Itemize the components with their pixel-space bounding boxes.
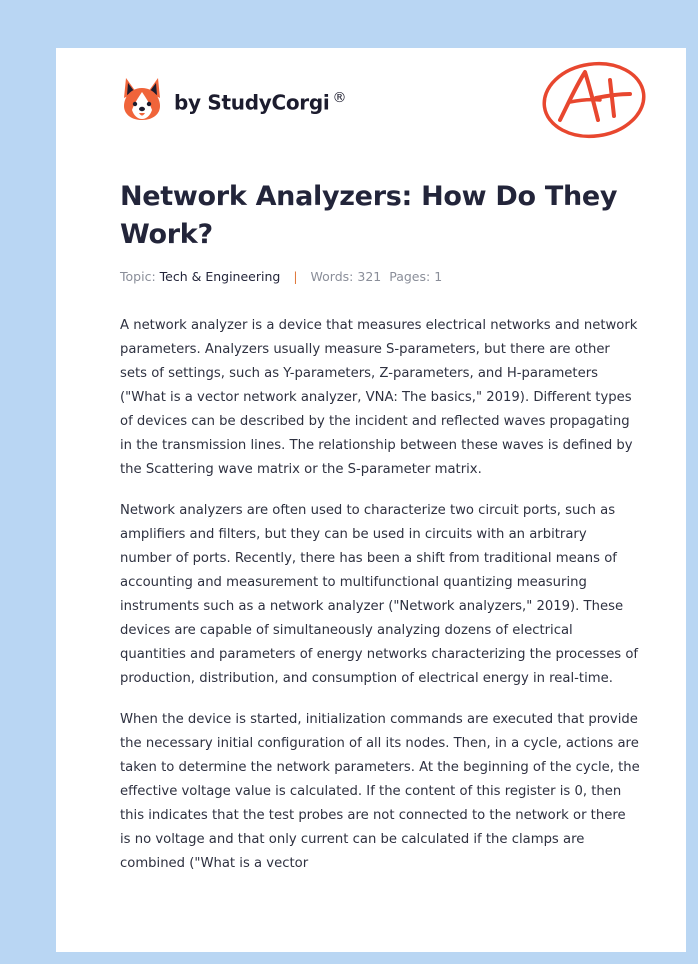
pages-label: Pages: bbox=[389, 269, 431, 284]
registered-mark: ® bbox=[332, 89, 347, 106]
body-paragraph: When the device is started, initialization commands are executed that provide the necessary initial configuration of all its nodes. Then, in a cycle, actions are taken to determine the network parameters. At the beginning of the cycle, the effective voltage value is calculated. If the content of this register is 0, then this indicates that the test probes are not connected to the network or there is no voltage and that only current can be calculated if the clamps are combined ("What is a vector bbox=[120, 712, 640, 871]
corgi-logo-icon bbox=[120, 76, 164, 122]
topic-label: Topic: bbox=[120, 269, 156, 284]
meta-separator: | bbox=[293, 269, 298, 284]
words-value: 321 bbox=[357, 269, 382, 284]
brand-name: by StudyCorgi ® bbox=[174, 89, 347, 115]
essay-title: Network Analyzers: How Do They Work? bbox=[120, 181, 618, 250]
body-paragraph: Network analyzers are often used to characterize two circuit ports, such as amplifiers and filters, but they can be used in circuits with an arbitrary number of ports. Recently, there has been a shift from traditional means of accounting and measurement to multifunctional quantizing measuring instruments such as a network analyzer ("Network analyzers," 2019). These devices are capable of simultaneously analyzing dozens of electrical quantities and parameters of energy networks characterizing the processes of production, distribution, and consumption of electrical energy in real-time. bbox=[120, 503, 639, 686]
brand-logo[interactable] bbox=[120, 75, 346, 123]
topic-link[interactable]: Tech & Engineering bbox=[159, 269, 281, 284]
essay-body bbox=[120, 314, 640, 893]
body-paragraph: A network analyzer is a device that measures electrical networks and network parameters. Analyzers usually measure S-parameters, but there are other sets of settings, such as Y-parameters, Z-parameters, and H-parameters ("What is a vector network analyzer, VNA: The basics," 2019). Different types of devices can be described by the incident and reflected waves propagating in the transmission lines. The relationship between these waves is defined by the Scattering wave matrix or the S-parameter matrix. bbox=[120, 318, 638, 477]
words-label: Words: bbox=[310, 269, 354, 284]
essay-page bbox=[56, 48, 686, 952]
essay-meta bbox=[120, 269, 442, 284]
a-plus-grade-badge bbox=[538, 58, 650, 140]
pages-value: 1 bbox=[434, 269, 443, 284]
